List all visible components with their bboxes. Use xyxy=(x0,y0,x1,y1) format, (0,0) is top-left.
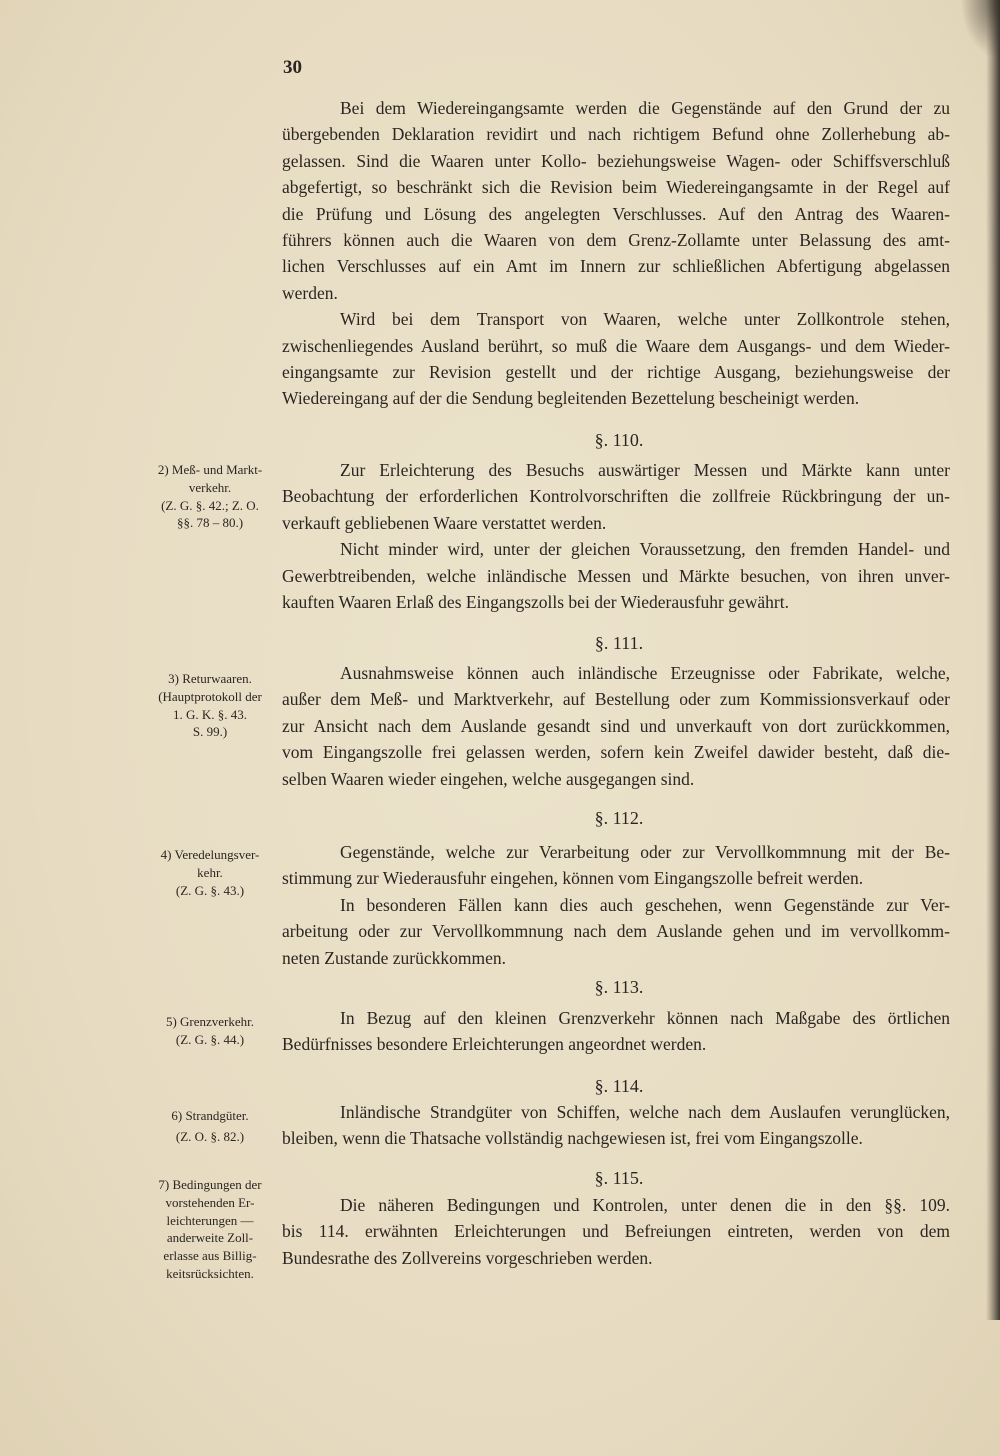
margin-note-line: 7) Bedingungen der xyxy=(158,1177,262,1192)
section-113 xyxy=(165,974,950,1058)
text-line: Zur Erleichterung des Besuchs auswärtiger Messen und Märkte kann unter xyxy=(340,460,950,480)
paragraph xyxy=(282,95,950,306)
paragraph xyxy=(282,1192,950,1271)
text-line: außer dem Meß- und Marktverkehr, auf Bestellung oder zum Kommissionsverkauf oder xyxy=(282,689,950,710)
margin-note xyxy=(146,461,274,532)
text-line: zwischenliegendes Ausland berührt, so muß die Waare dem Ausgangs- und dem Wieder- xyxy=(282,335,950,356)
margin-note xyxy=(146,670,274,741)
section-115 xyxy=(158,1165,950,1281)
text-line: übergebenden Deklaration revidirt und nach richtigem Befund ohne Zollerhebung ab- xyxy=(282,124,950,145)
section-114 xyxy=(171,1073,950,1152)
margin-note-line: (Z. G. §. 43.) xyxy=(175,882,245,898)
intro-block xyxy=(282,95,950,412)
paragraph xyxy=(282,839,950,892)
margin-note-line: (Z. O. §. 82.) xyxy=(175,1128,245,1144)
text-line: führers können auch die Waaren von dem Grenz-Zollamte unter Belassung des amt- xyxy=(282,229,950,250)
text-line: In Bezug auf den kleinen Grenzverkehr können nach Maßgabe des örtlichen xyxy=(340,1008,950,1028)
paragraph xyxy=(282,536,950,615)
text-line: Wiedereingang auf der die Sendung begleitenden Bezettelung bescheinigt werden. xyxy=(282,388,860,409)
section-112 xyxy=(160,805,950,971)
margin-note-line: 5) Grenzverkehr. xyxy=(165,1014,255,1029)
margin-note xyxy=(146,1107,274,1146)
margin-note-line: verkehr. xyxy=(188,479,232,495)
margin-note-line: 1. G. K. §. 43. xyxy=(172,706,248,722)
margin-note-line: erlasse aus Billig- xyxy=(163,1248,257,1264)
section-heading: §. 114. xyxy=(594,1076,644,1096)
section-heading: §. 113. xyxy=(594,977,644,997)
margin-note-line: vorstehenden Er- xyxy=(165,1194,255,1210)
page-corner-shadow xyxy=(960,0,1000,60)
text-line: bis 114. erwähnten Erleichterungen und Befreiungen eintreten, werden von dem xyxy=(282,1221,950,1242)
text-line: selben Waaren wieder eingehen, welche ausgegangen sind. xyxy=(282,768,695,789)
margin-note-line: kehr. xyxy=(197,864,223,880)
margin-note-line: leichterungen — xyxy=(166,1212,254,1228)
margin-note xyxy=(146,846,274,899)
text-line: gelassen. Sind die Waaren unter Kollo- beziehungsweise Wagen- oder Schiffsverschluß xyxy=(282,150,950,171)
text-line: eingangsamte zur Revision gestellt und der richtige Ausgang, beziehungsweise der xyxy=(282,361,950,382)
paragraph xyxy=(282,660,950,792)
margin-note-line: (Z. G. §. 44.) xyxy=(175,1031,245,1047)
margin-note xyxy=(146,1013,274,1049)
page-edge-shadow xyxy=(986,0,1000,1320)
paragraph xyxy=(282,892,950,971)
page-number: 30 xyxy=(283,57,302,78)
text-line: Ausnahmsweise können auch inländische Erzeugnisse oder Fabrikate, welche, xyxy=(340,663,950,683)
text-line: werden. xyxy=(282,282,338,303)
section-heading: §. 110. xyxy=(594,430,644,450)
text-line: bleiben, wenn die Thatsache vollständig nachgewiesen ist, frei vom Eingangszolle. xyxy=(282,1128,863,1149)
text-line: vom Eingangszolle frei gelassen werden, sofern kein Zweifel dawider besteht, daß die- xyxy=(282,742,950,763)
paragraph xyxy=(282,457,950,536)
text-line: Beobachtung der erforderlichen Kontrolvorschriften die zollfreie Rückbringung der un- xyxy=(282,486,950,507)
section-110 xyxy=(157,427,950,615)
margin-note-line: S. 99.) xyxy=(192,724,228,740)
text-line: Gegenstände, welche zur Verarbeitung oder zur Vervollkommnung mit der Be- xyxy=(340,842,950,862)
paragraph xyxy=(282,306,950,412)
margin-note-line: anderweite Zoll- xyxy=(166,1230,254,1246)
text-line: verkauft gebliebenen Waare verstattet werden. xyxy=(282,512,607,533)
text-line: Inländische Strandgüter von Schiffen, welche nach dem Auslaufen verunglücken, xyxy=(340,1102,950,1122)
text-line: arbeitung oder zur Vervollkommnung nach dem Auslande gehen und im vervollkomm- xyxy=(282,921,950,942)
text-line: lichen Verschlusses auf ein Amt im Innern zur schließlichen Abfertigung abgelassen xyxy=(282,256,950,277)
text-line: In besonderen Fällen kann dies auch geschehen, wenn Gegenstände zur Ver- xyxy=(340,894,950,915)
section-heading: §. 115. xyxy=(594,1168,644,1188)
margin-note-line: 6) Strandgüter. xyxy=(171,1108,249,1123)
margin-note-line: 4) Veredelungsver- xyxy=(160,847,260,862)
text-line: abgefertigt, so beschränkt sich die Revision beim Wiedereingangsamte in der Regel auf xyxy=(282,177,950,198)
margin-note-line: 3) Returwaaren. xyxy=(168,671,252,686)
text-line: Wird bei dem Transport von Waaren, welche unter Zollkontrole stehen, xyxy=(340,309,950,330)
text-line: die Prüfung und Lösung des angelegten Verschlusses. Auf den Antrag des Waaren- xyxy=(282,203,950,224)
margin-note-line: keitsrücksichten. xyxy=(166,1265,254,1281)
text-line: Die näheren Bedingungen und Kontrolen, unter denen die in den §§. 109. xyxy=(340,1195,950,1215)
section-heading: §. 111. xyxy=(594,633,644,653)
margin-note-line: (Z. G. §. 42.; Z. O. xyxy=(161,497,259,513)
section-heading: §. 112. xyxy=(594,808,644,828)
text-line: Bedürfnisses besondere Erleichterungen angeordnet werden. xyxy=(282,1034,707,1055)
margin-note-line: (Hauptprotokoll der xyxy=(158,688,262,704)
text-line: Bundesrathe des Zollvereins vorgeschrieben werden. xyxy=(282,1247,653,1268)
margin-note-line: §§. 78 – 80.) xyxy=(176,515,244,531)
text-line: zur Ansicht nach dem Auslande gesandt sind und unverkauft von dort zurückkommen, xyxy=(282,715,950,736)
text-line: stimmung zur Wiederausfuhr eingehen, können vom Eingangszolle befreit werden. xyxy=(282,868,864,889)
paragraph xyxy=(282,1005,950,1058)
margin-note-line: 2) Meß- und Markt- xyxy=(157,462,263,477)
text-line: kauften Waaren Erlaß des Eingangszolls bei der Wiederausfuhr gewährt. xyxy=(282,591,789,612)
text-line: neten Zustande zurückkommen. xyxy=(282,947,507,968)
section-111 xyxy=(158,630,950,792)
text-line: Gewerbtreibenden, welche inländische Messen und Märkte besuchen, von ihren unver- xyxy=(282,565,950,586)
text-line: Bei dem Wiedereingangsamte werden die Gegenstände auf den Grund der zu xyxy=(340,98,950,118)
paragraph xyxy=(282,1099,950,1152)
text-line: Nicht minder wird, unter der gleichen Voraussetzung, den fremden Handel- und xyxy=(340,539,950,560)
margin-note xyxy=(146,1176,274,1283)
